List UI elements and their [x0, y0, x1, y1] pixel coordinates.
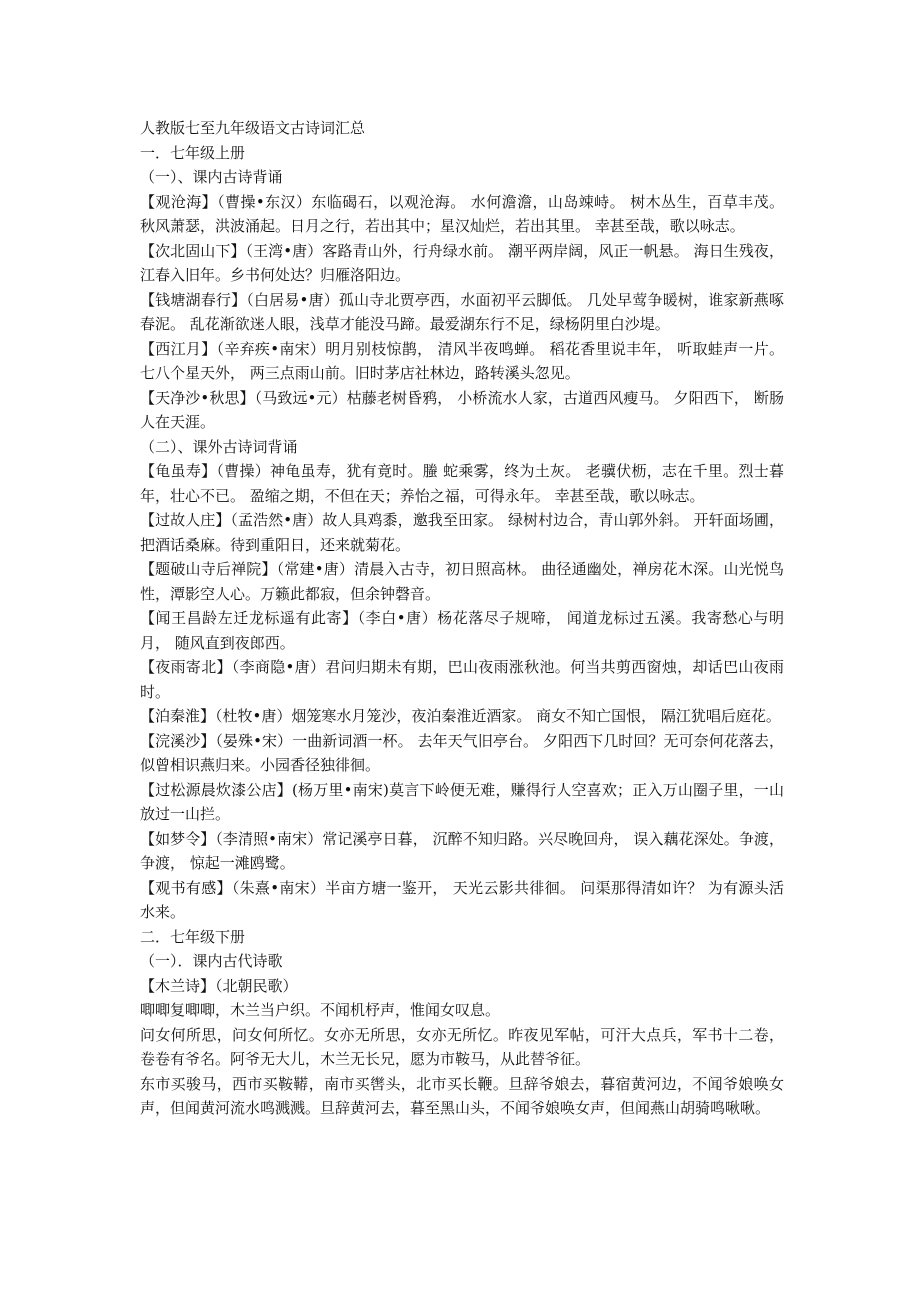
document-page — [140, 116, 784, 1121]
poem-title: 【木兰诗】（北朝民歌） — [140, 976, 298, 995]
subsection-heading: （二）、课外古诗词背诵 — [140, 437, 298, 456]
poem-paragraph: 【泊秦淮】（杜牧•唐）烟笼寒水月笼沙，夜泊秦淮近酒家。 商女不知亡国恨， 隔江犹唱后庭花。 — [140, 707, 781, 725]
poem-paragraph: 【浣溪沙】（晏殊•宋）一曲新词酒一杯。 去年天气旧亭台。 夕阳西下几时回？无可奈何花落去，似曾相识燕归来。小园香径独徘徊。 — [140, 731, 784, 774]
poem-paragraph: 【天净沙•秋思】（马致远•元）枯藤老树昏鸦， 小桥流水人家，古道西风瘦马。 夕阳西下， 断肠人在天涯。 — [140, 388, 784, 431]
poem-paragraph: 【闻王昌龄左迁龙标遥有此寄】（李白•唐）杨花落尽子规啼， 闻道龙标过五溪。我寄愁心与明月， 随风直到夜郎西。 — [140, 609, 784, 652]
poem-paragraph: 东市买骏马，西市买鞍鞯，南市买辔头，北市买长鞭。旦辞爷娘去，暮宿黄河边，不闻爷娘唤女声，但闻黄河流水鸣溅溅。旦辞黄河去，暮至黑山头，不闻爷娘唤女声，但闻燕山胡骑鸣啾啾。 — [140, 1074, 784, 1117]
subsection-heading: （一）、课内古诗背诵 — [140, 168, 283, 186]
poem-paragraph: 【题破山寺后禅院】（常建•唐）清晨入古寺，初日照高林。 曲径通幽处，禅房花木深。山光悦鸟性，潭影空人心。万籁此都寂，但余钟磬音。 — [140, 560, 784, 603]
poem-paragraph: 【龟虽寿】（曹操）神龟虽寿，犹有竟时。螣 蛇乘雾，终为土灰。 老骥伏枥，志在千里。烈士暮年，壮心不已。 盈缩之期，不但在天；养怡之福，可得永年。 幸甚至哉，歌以咏志。 — [140, 462, 784, 505]
poem-paragraph: 【过松源晨炊漆公店】(杨万里•南宋)莫言下岭便无难，赚得行人空喜欢；正入万山圈子里，一山放过一山拦。 — [140, 780, 784, 823]
poem-paragraph: 【过故人庄】（孟浩然•唐）故人具鸡黍，邀我至田家。 绿树村边合，青山郭外斜。 开轩面场圃，把酒话桑麻。待到重阳日，还来就菊花。 — [140, 511, 784, 554]
poem-paragraph: 【钱塘湖春行】（白居易•唐）孤山寺北贾亭西，水面初平云脚低。 几处早莺争暖树，谁家新燕啄春泥。 乱花渐欲迷人眼，浅草才能没马蹄。最爱湖东行不足，绿杨阴里白沙堤。 — [140, 290, 784, 333]
section-heading: 一．七年级上册 — [140, 143, 246, 162]
poem-paragraph: 【观书有感】（朱熹•南宋）半亩方塘一鉴开， 天光云影共徘徊。 问渠那得清如许？ 为有源头活水来。 — [140, 878, 784, 921]
poem-paragraph: 【观沧海】（曹操•东汉）东临碣石，以观沧海。 水何澹澹，山岛竦峙。 树木丛生，百草丰茂。 秋风萧瑟，洪波涌起。日月之行，若出其中；星汉灿烂，若出其里。 幸甚至哉，歌以咏志。 — [140, 192, 784, 235]
poem-paragraph: 【如梦令】（李清照•南宋）常记溪亭日暮， 沉醉不知归路。兴尽晚回舟， 误入藕花深处。争渡，争渡， 惊起一滩鸥鹭。 — [140, 829, 784, 872]
poem-paragraph: 唧唧复唧唧，木兰当户织。不闻机杼声，惟闻女叹息。 — [140, 1001, 501, 1019]
poem-paragraph: 【西江月】（辛弃疾•南宋）明月别枝惊鹊， 清风半夜鸣蝉。 稻花香里说丰年， 听取蛙声一片。 七八个星天外， 两三点雨山前。旧时茅店社林边，路转溪头忽见。 — [140, 339, 784, 382]
document-title: 人教版七至九年级语文古诗词汇总 — [140, 119, 366, 137]
poem-paragraph: 【夜雨寄北】（李商隐•唐）君问归期未有期，巴山夜雨涨秋池。何当共剪西窗烛，却话巴山夜雨时。 — [140, 658, 784, 701]
poem-paragraph: 【次北固山下】（王湾•唐）客路青山外，行舟绿水前。 潮平两岸阔，风正一帆悬。 海日生残夜，江春入旧年。乡书何处达？归雁洛阳边。 — [140, 241, 784, 284]
section-heading: 二．七年级下册 — [140, 927, 246, 946]
subsection-heading: （一）．课内古代诗歌 — [140, 952, 283, 970]
poem-paragraph: 问女何所思，问女何所忆。女亦无所思，女亦无所忆。昨夜见军帖，可汗大点兵，军书十二卷，卷卷有爷名。阿爷无大儿，木兰无长兄，愿为市鞍马，从此替爷征。 — [140, 1025, 784, 1068]
